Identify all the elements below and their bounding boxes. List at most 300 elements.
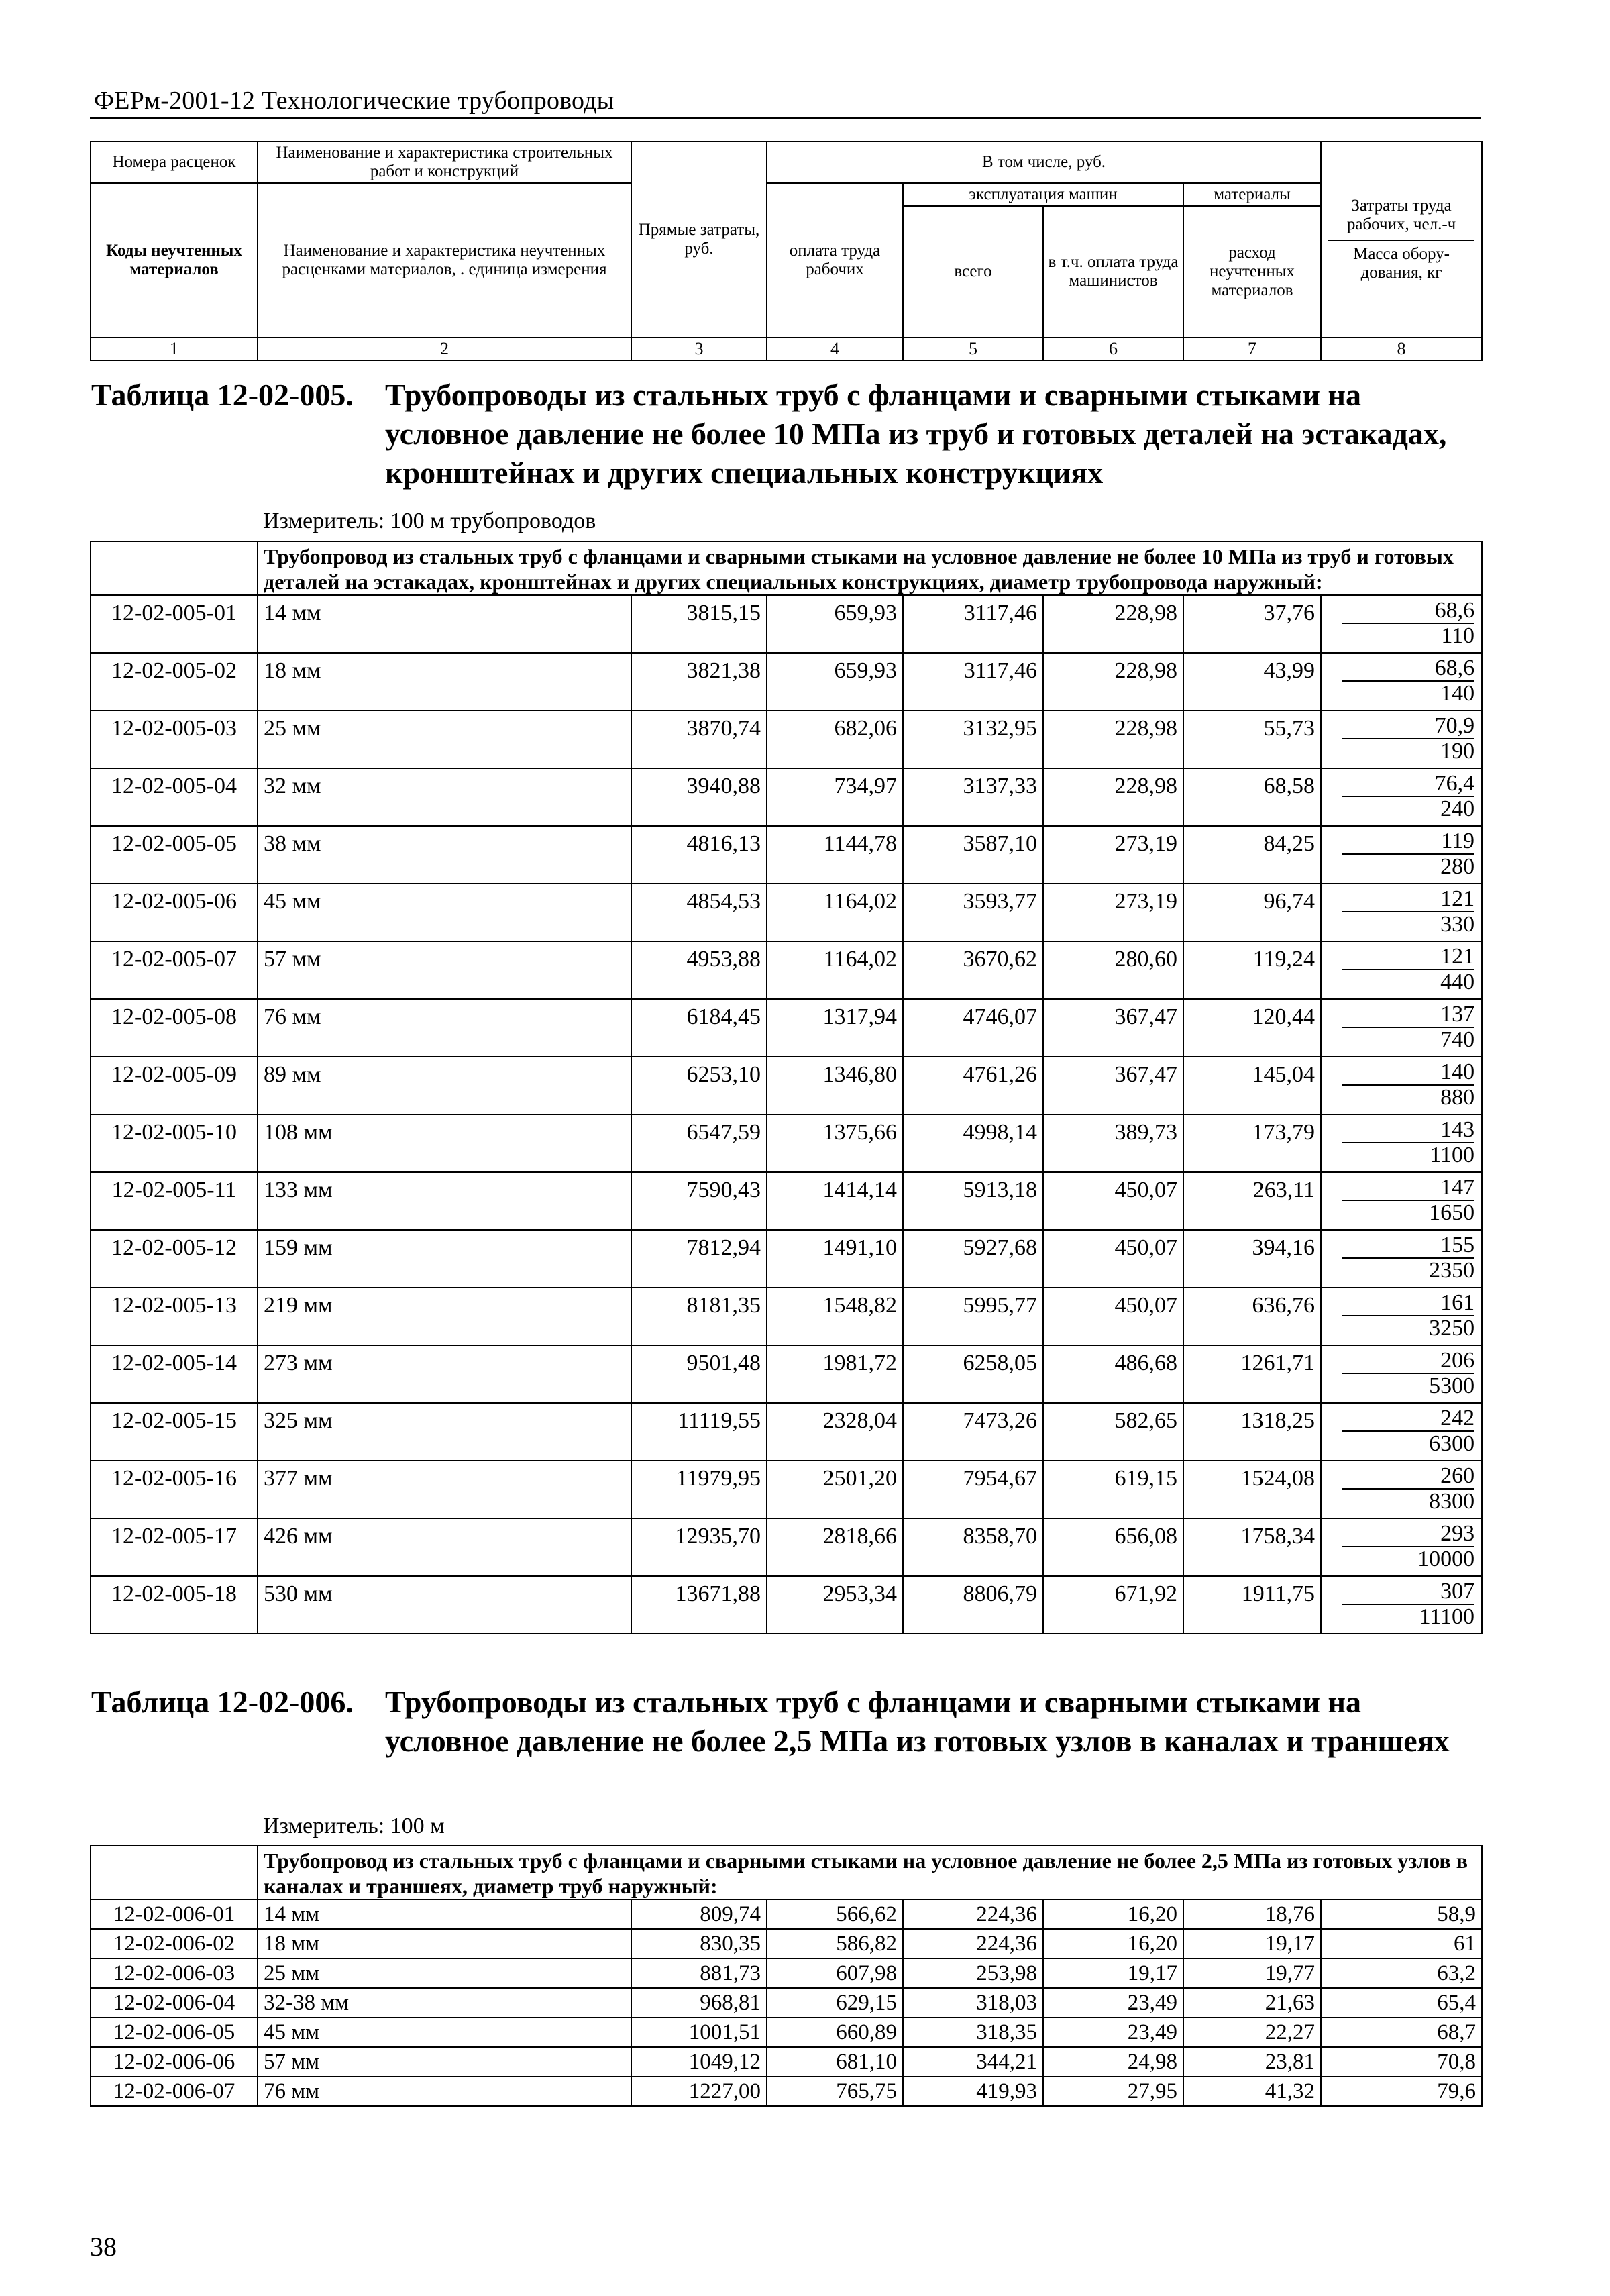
labor-hours: 68,6 (1342, 656, 1474, 682)
rate-code: 12-02-005-04 (91, 768, 258, 826)
labor-and-mass (1321, 595, 1482, 653)
rate-code: 12-02-005-06 (91, 884, 258, 941)
pipe-diameter: 14 мм (258, 595, 631, 653)
direct-cost: 11979,95 (631, 1461, 767, 1518)
operator-pay: 450,07 (1043, 1288, 1183, 1345)
worker-pay: 682,06 (767, 711, 903, 768)
direct-cost: 7590,43 (631, 1172, 767, 1230)
labor-and-mass (1321, 768, 1482, 826)
machines-total: 224,36 (903, 1929, 1043, 1959)
equipment-mass: 330 (1440, 912, 1475, 937)
direct-cost: 13671,88 (631, 1576, 767, 1634)
header-machines: эксплуатация машин (903, 183, 1183, 206)
pipe-diameter: 18 мм (258, 1929, 631, 1959)
machines-total: 3117,46 (903, 653, 1043, 711)
pipe-diameter: 273 мм (258, 1345, 631, 1403)
labor-hours: 68,7 (1321, 2018, 1482, 2047)
operator-pay: 450,07 (1043, 1172, 1183, 1230)
machines-total: 8358,70 (903, 1518, 1043, 1576)
direct-cost: 11119,55 (631, 1403, 767, 1461)
material-consumption: 68,58 (1183, 768, 1321, 826)
table-005-heading (91, 376, 1447, 490)
table-row (91, 1172, 1482, 1230)
operator-pay: 23,49 (1043, 2018, 1183, 2047)
pipe-diameter: 426 мм (258, 1518, 631, 1576)
table-row (91, 1576, 1482, 1634)
table-row (91, 1959, 1482, 1988)
rate-code: 12-02-005-16 (91, 1461, 258, 1518)
col-number: 1 (91, 337, 258, 360)
operator-pay: 450,07 (1043, 1230, 1183, 1288)
worker-pay: 1491,10 (767, 1230, 903, 1288)
header-material-consumption: расход неучтенных материалов (1183, 206, 1321, 337)
table-row (91, 1988, 1482, 2018)
table-row (91, 941, 1482, 999)
direct-cost: 830,35 (631, 1929, 767, 1959)
labor-hours: 70,8 (1321, 2047, 1482, 2077)
worker-pay: 659,93 (767, 653, 903, 711)
worker-pay: 1144,78 (767, 826, 903, 884)
material-consumption: 21,63 (1183, 1988, 1321, 2018)
worker-pay: 734,97 (767, 768, 903, 826)
table-row (91, 711, 1482, 768)
header-rule (90, 117, 1481, 119)
machines-total: 8806,79 (903, 1576, 1043, 1634)
pipe-diameter: 32 мм (258, 768, 631, 826)
machines-total: 419,93 (903, 2077, 1043, 2106)
table-005-description: Трубопровод из стальных труб с фланцами и сварными стыками на условное давление не более 10 МПа из труб и готовых деталей на эстакадах, кронштейнах и других специальных конструкциях, диаметр трубопровода наружный: (258, 541, 1482, 595)
header-work-name: Наименование и характеристика строительных работ и конструкций (258, 142, 631, 183)
direct-cost: 1227,00 (631, 2077, 767, 2106)
operator-pay: 16,20 (1043, 1899, 1183, 1929)
labor-and-mass (1321, 1461, 1482, 1518)
rate-code: 12-02-005-09 (91, 1057, 258, 1114)
material-consumption: 636,76 (1183, 1288, 1321, 1345)
col-number: 3 (631, 337, 767, 360)
worker-pay: 586,82 (767, 1929, 903, 1959)
material-consumption: 1524,08 (1183, 1461, 1321, 1518)
direct-cost: 6253,10 (631, 1057, 767, 1114)
operator-pay: 582,65 (1043, 1403, 1183, 1461)
header-including-group: В том числе, руб. (767, 142, 1321, 183)
header-labor-hours: Затраты труда рабочих, чел.-ч (1346, 197, 1456, 233)
material-consumption: 1318,25 (1183, 1403, 1321, 1461)
worker-pay: 1414,14 (767, 1172, 903, 1230)
labor-and-mass (1321, 1288, 1482, 1345)
rate-code: 12-02-006-07 (91, 2077, 258, 2106)
running-title: ФЕРм-2001-12 Технологические трубопроводы (94, 87, 614, 115)
rate-code: 12-02-005-01 (91, 595, 258, 653)
worker-pay: 681,10 (767, 2047, 903, 2077)
labor-and-mass (1321, 1114, 1482, 1172)
col-number: 2 (258, 337, 631, 360)
operator-pay: 656,08 (1043, 1518, 1183, 1576)
table-006-title: Трубопроводы из стальных труб с фланцами и сварными стыками на условное давление не более 2,5 МПа из готовых узлов в каналах и траншеях (385, 1685, 1450, 1758)
header-operator-pay: в т.ч. оплата труда машинистов (1043, 206, 1183, 337)
equipment-mass: 3250 (1429, 1316, 1475, 1341)
material-consumption: 19,77 (1183, 1959, 1321, 1988)
labor-hours: 206 (1342, 1349, 1474, 1374)
operator-pay: 228,98 (1043, 768, 1183, 826)
direct-cost: 3940,88 (631, 768, 767, 826)
labor-hours: 140 (1342, 1060, 1474, 1086)
direct-cost: 3870,74 (631, 711, 767, 768)
labor-hours: 143 (1342, 1118, 1474, 1143)
material-consumption: 41,32 (1183, 2077, 1321, 2106)
operator-pay: 19,17 (1043, 1959, 1183, 1988)
worker-pay: 607,98 (767, 1959, 903, 1988)
table-row (91, 1345, 1482, 1403)
pipe-diameter: 325 мм (258, 1403, 631, 1461)
worker-pay: 1346,80 (767, 1057, 903, 1114)
operator-pay: 367,47 (1043, 1057, 1183, 1114)
worker-pay: 765,75 (767, 2077, 903, 2106)
direct-cost: 1049,12 (631, 2047, 767, 2077)
machines-total: 4998,14 (903, 1114, 1043, 1172)
labor-and-mass (1321, 826, 1482, 884)
rate-code: 12-02-005-11 (91, 1172, 258, 1230)
equipment-mass: 240 (1440, 796, 1475, 821)
column-header-table (90, 141, 1483, 361)
table-row (91, 2018, 1482, 2047)
machines-total: 6258,05 (903, 1345, 1043, 1403)
labor-hours: 119 (1342, 829, 1474, 855)
operator-pay: 228,98 (1043, 595, 1183, 653)
table-005 (90, 541, 1483, 1634)
equipment-mass: 10000 (1417, 1547, 1475, 1571)
labor-hours: 63,2 (1321, 1959, 1482, 1988)
pipe-diameter: 159 мм (258, 1230, 631, 1288)
labor-hours: 61 (1321, 1929, 1482, 1959)
worker-pay: 1164,02 (767, 884, 903, 941)
table-row (91, 2077, 1482, 2106)
labor-and-mass (1321, 884, 1482, 941)
direct-cost: 6547,59 (631, 1114, 767, 1172)
operator-pay: 367,47 (1043, 999, 1183, 1057)
labor-and-mass (1321, 653, 1482, 711)
table-row (91, 653, 1482, 711)
rate-code: 12-02-005-08 (91, 999, 258, 1057)
machines-total: 5927,68 (903, 1230, 1043, 1288)
table-row (91, 2047, 1482, 2077)
pipe-diameter: 25 мм (258, 1959, 631, 1988)
equipment-mass: 1650 (1429, 1200, 1475, 1225)
worker-pay: 1981,72 (767, 1345, 903, 1403)
pipe-diameter: 133 мм (258, 1172, 631, 1230)
worker-pay: 2328,04 (767, 1403, 903, 1461)
pipe-diameter: 38 мм (258, 826, 631, 884)
machines-total: 3587,10 (903, 826, 1043, 884)
rate-code: 12-02-006-06 (91, 2047, 258, 2077)
machines-total: 3670,62 (903, 941, 1043, 999)
machines-total: 253,98 (903, 1959, 1043, 1988)
labor-and-mass (1321, 711, 1482, 768)
header-worker-pay: оплата труда рабочих (767, 183, 903, 337)
operator-pay: 486,68 (1043, 1345, 1183, 1403)
material-consumption: 96,74 (1183, 884, 1321, 941)
direct-cost: 3815,15 (631, 595, 767, 653)
labor-and-mass (1321, 1518, 1482, 1576)
material-consumption: 1261,71 (1183, 1345, 1321, 1403)
header-direct-costs: Прямые затраты, руб. (631, 142, 767, 337)
direct-cost: 7812,94 (631, 1230, 767, 1288)
labor-hours: 121 (1342, 887, 1474, 912)
pipe-diameter: 32-38 мм (258, 1988, 631, 2018)
operator-pay: 671,92 (1043, 1576, 1183, 1634)
labor-hours: 79,6 (1321, 2077, 1482, 2106)
machines-total: 5995,77 (903, 1288, 1043, 1345)
operator-pay: 389,73 (1043, 1114, 1183, 1172)
operator-pay: 27,95 (1043, 2077, 1183, 2106)
equipment-mass: 1100 (1430, 1143, 1475, 1167)
equipment-mass: 6300 (1429, 1431, 1475, 1456)
worker-pay: 660,89 (767, 2018, 903, 2047)
material-consumption: 1911,75 (1183, 1576, 1321, 1634)
direct-cost: 1001,51 (631, 2018, 767, 2047)
pipe-diameter: 57 мм (258, 2047, 631, 2077)
labor-hours: 293 (1342, 1522, 1474, 1547)
equipment-mass: 190 (1440, 739, 1475, 764)
table-006-heading (91, 1683, 1450, 1758)
direct-cost: 3821,38 (631, 653, 767, 711)
rate-code: 12-02-005-18 (91, 1576, 258, 1634)
equipment-mass: 2350 (1429, 1258, 1475, 1283)
direct-cost: 6184,45 (631, 999, 767, 1057)
pipe-diameter: 530 мм (258, 1576, 631, 1634)
machines-total: 7473,26 (903, 1403, 1043, 1461)
equipment-mass: 280 (1440, 854, 1475, 879)
worker-pay: 629,15 (767, 1988, 903, 2018)
col-number: 7 (1183, 337, 1321, 360)
equipment-mass: 140 (1440, 681, 1475, 706)
table-005-label: Таблица 12-02-005. (91, 378, 354, 412)
labor-hours: 307 (1342, 1579, 1474, 1605)
table-006 (90, 1845, 1483, 2107)
material-consumption: 119,24 (1183, 941, 1321, 999)
pipe-diameter: 14 мм (258, 1899, 631, 1929)
table-row (91, 1518, 1482, 1576)
worker-pay: 2818,66 (767, 1518, 903, 1576)
rate-code: 12-02-005-03 (91, 711, 258, 768)
material-consumption: 23,81 (1183, 2047, 1321, 2077)
direct-cost: 4816,13 (631, 826, 767, 884)
pipe-diameter: 18 мм (258, 653, 631, 711)
equipment-mass: 740 (1440, 1027, 1475, 1052)
operator-pay: 228,98 (1043, 711, 1183, 768)
direct-cost: 12935,70 (631, 1518, 767, 1576)
table-row (91, 1288, 1482, 1345)
labor-and-mass (1321, 999, 1482, 1057)
rate-code: 12-02-006-04 (91, 1988, 258, 2018)
table-row (91, 595, 1482, 653)
direct-cost: 9501,48 (631, 1345, 767, 1403)
pipe-diameter: 45 мм (258, 2018, 631, 2047)
direct-cost: 968,81 (631, 1988, 767, 2018)
direct-cost: 881,73 (631, 1959, 767, 1988)
operator-pay: 273,19 (1043, 826, 1183, 884)
page-number: 38 (90, 2232, 117, 2262)
col-number: 4 (767, 337, 903, 360)
labor-and-mass (1321, 1172, 1482, 1230)
rate-code: 12-02-006-03 (91, 1959, 258, 1988)
rate-code: 12-02-005-10 (91, 1114, 258, 1172)
description-spacer (91, 1846, 258, 1899)
rate-code: 12-02-005-07 (91, 941, 258, 999)
table-row (91, 1899, 1482, 1929)
col-number: 5 (903, 337, 1043, 360)
table-006-description: Трубопровод из стальных труб с фланцами и сварными стыками на условное давление не более 2,5 МПа из готовых узлов в каналах и траншеях, диаметр труб наружный: (258, 1846, 1482, 1899)
rate-code: 12-02-005-12 (91, 1230, 258, 1288)
labor-and-mass (1321, 1230, 1482, 1288)
material-consumption: 18,76 (1183, 1899, 1321, 1929)
operator-pay: 273,19 (1043, 884, 1183, 941)
operator-pay: 16,20 (1043, 1929, 1183, 1959)
machines-total: 318,03 (903, 1988, 1043, 2018)
equipment-mass: 5300 (1429, 1373, 1475, 1398)
equipment-mass: 440 (1440, 970, 1475, 994)
material-consumption: 263,11 (1183, 1172, 1321, 1230)
labor-hours: 155 (1342, 1233, 1474, 1259)
rate-code: 12-02-006-05 (91, 2018, 258, 2047)
machines-total: 3132,95 (903, 711, 1043, 768)
labor-hours: 58,9 (1321, 1899, 1482, 1929)
equipment-mass: 880 (1440, 1085, 1475, 1110)
equipment-mass: 8300 (1429, 1489, 1475, 1514)
table-row (91, 1403, 1482, 1461)
labor-and-mass (1321, 941, 1482, 999)
labor-and-mass (1321, 1576, 1482, 1634)
worker-pay: 1164,02 (767, 941, 903, 999)
worker-pay: 1548,82 (767, 1288, 903, 1345)
labor-hours: 121 (1342, 945, 1474, 970)
labor-and-mass (1321, 1345, 1482, 1403)
header-labor-mass (1321, 142, 1482, 337)
labor-hours: 147 (1342, 1176, 1474, 1201)
material-consumption: 394,16 (1183, 1230, 1321, 1288)
machines-total: 224,36 (903, 1899, 1043, 1929)
table-006-measure: Измеритель: 100 м (263, 1814, 445, 1838)
pipe-diameter: 76 мм (258, 2077, 631, 2106)
machines-total: 3593,77 (903, 884, 1043, 941)
material-consumption: 19,17 (1183, 1929, 1321, 1959)
pipe-diameter: 45 мм (258, 884, 631, 941)
col-number: 8 (1321, 337, 1482, 360)
labor-hours: 70,9 (1342, 714, 1474, 739)
pipe-diameter: 25 мм (258, 711, 631, 768)
table-row (91, 1057, 1482, 1114)
material-consumption: 1758,34 (1183, 1518, 1321, 1576)
pipe-diameter: 76 мм (258, 999, 631, 1057)
worker-pay: 2953,34 (767, 1576, 903, 1634)
rate-code: 12-02-005-05 (91, 826, 258, 884)
labor-hours: 242 (1342, 1406, 1474, 1432)
machines-total: 318,35 (903, 2018, 1043, 2047)
header-material-codes: Коды неучтенных материалов (91, 183, 258, 337)
machines-total: 3137,33 (903, 768, 1043, 826)
machines-total: 4746,07 (903, 999, 1043, 1057)
equipment-mass: 110 (1441, 623, 1475, 648)
worker-pay: 2501,20 (767, 1461, 903, 1518)
rate-code: 12-02-005-14 (91, 1345, 258, 1403)
rate-code: 12-02-005-13 (91, 1288, 258, 1345)
rate-code: 12-02-006-02 (91, 1929, 258, 1959)
machines-total: 7954,67 (903, 1461, 1043, 1518)
material-consumption: 173,79 (1183, 1114, 1321, 1172)
table-row (91, 1929, 1482, 1959)
table-row (91, 884, 1482, 941)
table-row (91, 768, 1482, 826)
header-machines-total: всего (903, 206, 1043, 337)
table-005-title: Трубопроводы из стальных труб с фланцами и сварными стыками на условное давление не более 10 МПа из труб и готовых деталей на эстакадах, кронштейнах и других специальных конструкциях (385, 378, 1447, 490)
labor-hours: 68,6 (1342, 598, 1474, 624)
rate-code: 12-02-005-17 (91, 1518, 258, 1576)
material-consumption: 145,04 (1183, 1057, 1321, 1114)
table-006-label: Таблица 12-02-006. (91, 1685, 354, 1719)
operator-pay: 23,49 (1043, 1988, 1183, 2018)
table-row (91, 999, 1482, 1057)
machines-total: 5913,18 (903, 1172, 1043, 1230)
table-row (91, 1114, 1482, 1172)
worker-pay: 1375,66 (767, 1114, 903, 1172)
material-consumption: 43,99 (1183, 653, 1321, 711)
labor-and-mass (1321, 1057, 1482, 1114)
labor-hours: 137 (1342, 1002, 1474, 1028)
header-material-name: Наименование и характеристика неучтенных расценками материалов, . единица измерения (258, 183, 631, 337)
worker-pay: 1317,94 (767, 999, 903, 1057)
labor-hours: 76,4 (1342, 772, 1474, 797)
direct-cost: 8181,35 (631, 1288, 767, 1345)
pipe-diameter: 108 мм (258, 1114, 631, 1172)
machines-total: 4761,26 (903, 1057, 1043, 1114)
material-consumption: 37,76 (1183, 595, 1321, 653)
direct-cost: 4953,88 (631, 941, 767, 999)
table-row (91, 826, 1482, 884)
labor-and-mass (1321, 1403, 1482, 1461)
labor-hours: 65,4 (1321, 1988, 1482, 2018)
machines-total: 344,21 (903, 2047, 1043, 2077)
rate-code: 12-02-006-01 (91, 1899, 258, 1929)
material-consumption: 84,25 (1183, 826, 1321, 884)
rate-code: 12-02-005-02 (91, 653, 258, 711)
material-consumption: 22,27 (1183, 2018, 1321, 2047)
direct-cost: 4854,53 (631, 884, 767, 941)
labor-hours: 161 (1342, 1291, 1474, 1316)
operator-pay: 619,15 (1043, 1461, 1183, 1518)
pipe-diameter: 219 мм (258, 1288, 631, 1345)
equipment-mass: 11100 (1419, 1604, 1475, 1629)
header-equipment-mass: Масса обору-дования, кг (1328, 240, 1474, 282)
table-005-measure: Измеритель: 100 м трубопроводов (263, 509, 596, 533)
operator-pay: 280,60 (1043, 941, 1183, 999)
header-rate-numbers: Номера расценок (91, 142, 258, 183)
operator-pay: 228,98 (1043, 653, 1183, 711)
direct-cost: 809,74 (631, 1899, 767, 1929)
pipe-diameter: 89 мм (258, 1057, 631, 1114)
operator-pay: 24,98 (1043, 2047, 1183, 2077)
rate-code: 12-02-005-15 (91, 1403, 258, 1461)
header-materials: материалы (1183, 183, 1321, 206)
material-consumption: 120,44 (1183, 999, 1321, 1057)
machines-total: 3117,46 (903, 595, 1043, 653)
pipe-diameter: 57 мм (258, 941, 631, 999)
col-number: 6 (1043, 337, 1183, 360)
worker-pay: 659,93 (767, 595, 903, 653)
pipe-diameter: 377 мм (258, 1461, 631, 1518)
worker-pay: 566,62 (767, 1899, 903, 1929)
description-spacer (91, 541, 258, 595)
labor-hours: 260 (1342, 1464, 1474, 1490)
table-row (91, 1230, 1482, 1288)
